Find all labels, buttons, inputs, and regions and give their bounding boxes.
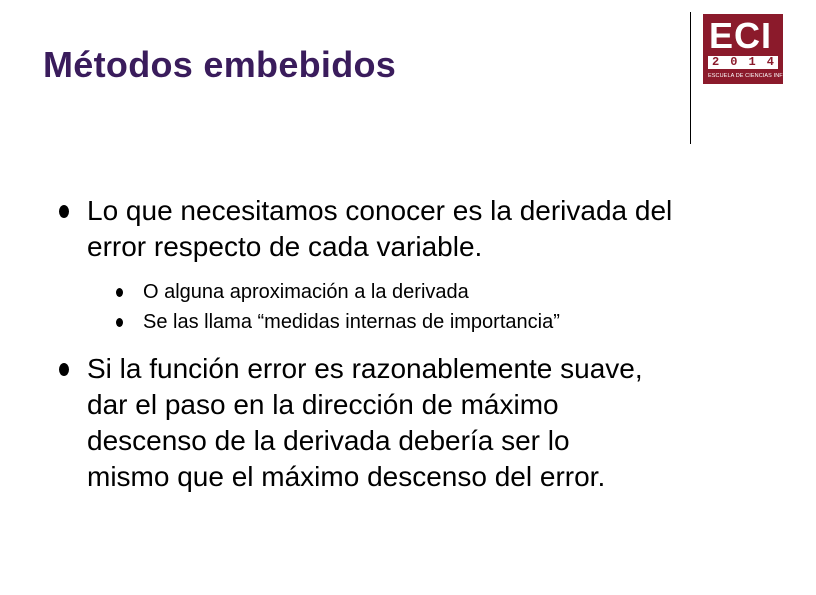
- logo-year-digit: 4: [766, 55, 774, 69]
- bullet-text-line: Si la función error es razonablemente suave,: [87, 353, 643, 384]
- eci-logo: [703, 14, 816, 84]
- logo-year-digit: 0: [730, 55, 738, 69]
- sub-bullet-item: [116, 277, 716, 307]
- logo-text: ECI: [709, 15, 773, 56]
- bullet-text: Lo que necesitamos conocer es la derivada del error respecto de cada variable.: [87, 195, 673, 262]
- bullet-text-line: mismo que el máximo descenso del error.: [87, 461, 606, 492]
- bullet-dot-icon: [59, 363, 69, 376]
- bullet-item: [59, 193, 739, 265]
- logo-year: [708, 56, 778, 69]
- bullet-item: [59, 351, 759, 495]
- bullet-dot-icon: [116, 288, 123, 297]
- sub-bullet-text: O alguna aproximación a la derivada: [143, 281, 469, 303]
- bullet-text-line: descenso de la derivada debería ser lo: [87, 425, 570, 456]
- bullet-dot-icon: [116, 318, 123, 327]
- bullet-list: [59, 351, 759, 495]
- vertical-divider: [690, 12, 691, 144]
- bullet-text-line: dar el paso en la dirección de máximo: [87, 389, 559, 420]
- logo-subtitle: ESCUELA DE CIENCIAS INFORMÁTICAS: [708, 73, 816, 79]
- slide-title: Métodos embebidos: [43, 44, 397, 85]
- sub-bullet-list: [116, 277, 716, 337]
- logo-year-digit: 2: [712, 55, 720, 69]
- sub-bullet-text: Se las llama “medidas internas de importancia”: [143, 311, 560, 333]
- sub-bullet-item: [116, 307, 716, 337]
- bullet-list: [59, 193, 739, 265]
- logo-year-digit: 1: [748, 55, 756, 69]
- bullet-dot-icon: [59, 205, 69, 218]
